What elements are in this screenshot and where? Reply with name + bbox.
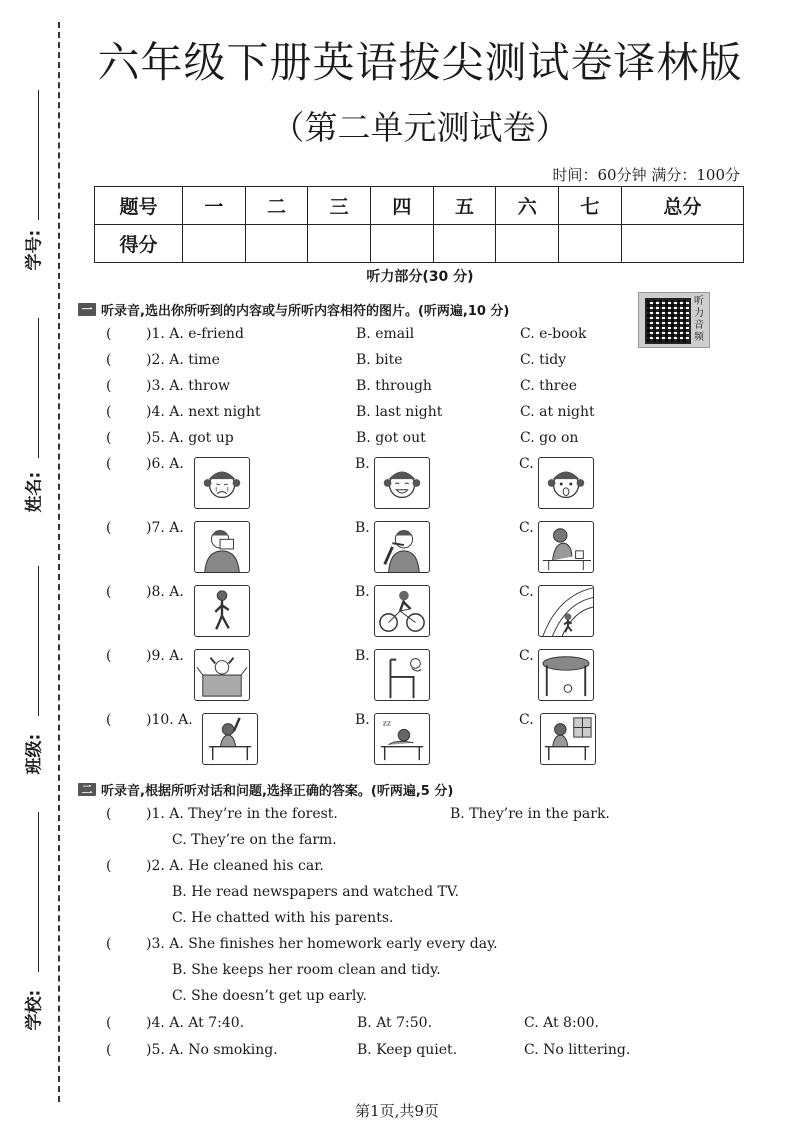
col-4: 四 bbox=[371, 187, 434, 225]
boy-raising-hand-icon[interactable] bbox=[202, 713, 258, 765]
answer-paren[interactable]: ( bbox=[106, 806, 112, 822]
s1-q5-c: C. go on bbox=[520, 430, 579, 446]
school-label: 学校: bbox=[24, 989, 45, 1031]
class-label: 班级: bbox=[24, 733, 45, 775]
col-3: 三 bbox=[308, 187, 371, 225]
s1-q7-a: )7. A. bbox=[146, 520, 184, 536]
section2-number: 二 bbox=[78, 783, 96, 796]
school-field[interactable] bbox=[12, 812, 52, 1032]
girl-smiling-icon[interactable] bbox=[374, 457, 430, 509]
boy-sleeping-desk-icon[interactable] bbox=[374, 713, 430, 765]
answer-paren[interactable]: ( bbox=[106, 712, 112, 728]
section2-header bbox=[78, 780, 453, 799]
qr-code-block[interactable] bbox=[638, 292, 710, 348]
s1-q1-c: C. e-book bbox=[520, 326, 587, 342]
exam-subtitle: （第二单元测试卷） bbox=[271, 108, 569, 147]
s1-q6-b: B. bbox=[355, 456, 370, 472]
s2-q4-b: B. At 7:50. bbox=[357, 1015, 433, 1031]
s1-q1-b: B. email bbox=[356, 326, 415, 342]
girl-drinking-icon[interactable] bbox=[538, 521, 594, 573]
section1-number: 一 bbox=[78, 303, 96, 316]
s1-q7-b: B. bbox=[355, 520, 370, 536]
s1-q9-b: B. bbox=[355, 648, 370, 664]
answer-paren[interactable]: ( bbox=[106, 648, 112, 664]
page-footer: 第1页,共9页 bbox=[355, 1102, 439, 1120]
qr-code-icon bbox=[645, 298, 691, 344]
s1-q8-b: B. bbox=[355, 584, 370, 600]
s1-q9-a: )9. A. bbox=[146, 648, 184, 664]
s2-q3-c: C. She doesn’t get up early. bbox=[172, 988, 367, 1004]
boy-walking-icon[interactable] bbox=[194, 585, 250, 637]
s2-q1-b: B. They’re in the park. bbox=[450, 806, 610, 822]
score-cell-7[interactable] bbox=[559, 225, 622, 263]
s1-q3-a: )3. A. throw bbox=[146, 378, 231, 394]
answer-paren[interactable]: ( bbox=[106, 936, 112, 952]
s1-q6-c: C. bbox=[519, 456, 534, 472]
time-score-info: 时间：60分钟 满分：100分 bbox=[552, 166, 740, 184]
s2-q2-b: B. He read newspapers and watched TV. bbox=[172, 884, 459, 900]
s1-q5-b: B. got out bbox=[356, 430, 426, 446]
score-table-score-row bbox=[95, 225, 744, 263]
s1-q3-b: B. through bbox=[356, 378, 432, 394]
question-number-label: 题号 bbox=[95, 187, 183, 225]
s1-q2-a: )2. A. time bbox=[146, 352, 220, 368]
s1-q10-c: C. bbox=[519, 712, 534, 728]
col-2: 二 bbox=[245, 187, 308, 225]
name-field[interactable] bbox=[12, 318, 52, 518]
section2-instruction: 听录音,根据所听对话和问题,选择正确的答案。(听两遍,5 分) bbox=[101, 784, 454, 799]
student-no-field[interactable] bbox=[12, 90, 52, 280]
svg-text:zz: zz bbox=[382, 718, 391, 728]
answer-paren[interactable]: ( bbox=[106, 1015, 112, 1031]
boy-cycling-icon[interactable] bbox=[374, 585, 430, 637]
man-washing-face-icon[interactable] bbox=[194, 521, 250, 573]
girl-surprised-icon[interactable] bbox=[538, 457, 594, 509]
s1-q6-a: )6. A. bbox=[146, 456, 184, 472]
col-6: 六 bbox=[496, 187, 559, 225]
section1-instruction: 听录音,选出你所听到的内容或与所听内容相符的图片。(听两遍,10 分) bbox=[101, 304, 510, 319]
col-total: 总分 bbox=[621, 187, 743, 225]
cat-on-chair-icon[interactable] bbox=[374, 649, 430, 701]
boy-running-track-icon[interactable] bbox=[538, 585, 594, 637]
answer-paren[interactable]: ( bbox=[106, 352, 112, 368]
score-table-header-row bbox=[95, 187, 744, 225]
score-cell-6[interactable] bbox=[496, 225, 559, 263]
answer-paren[interactable]: ( bbox=[106, 456, 112, 472]
name-label: 姓名: bbox=[24, 471, 45, 513]
girl-crying-icon[interactable] bbox=[194, 457, 250, 509]
s2-q4-c: C. At 8:00. bbox=[524, 1015, 599, 1031]
student-no-label: 学号: bbox=[24, 229, 45, 271]
s2-q1-a: )1. A. They’re in the forest. bbox=[146, 806, 338, 822]
listening-section-title: 听力部分(30 分) bbox=[366, 269, 474, 285]
answer-paren[interactable]: ( bbox=[106, 326, 112, 342]
s2-q3-b: B. She keeps her room clean and tidy. bbox=[172, 962, 441, 978]
s1-q2-c: C. tidy bbox=[520, 352, 567, 368]
col-1: 一 bbox=[183, 187, 246, 225]
s2-q3-a: )3. A. She finishes her homework early every day. bbox=[146, 936, 498, 952]
s1-q3-c: C. three bbox=[520, 378, 578, 394]
s1-q4-a: )4. A. next night bbox=[146, 404, 261, 420]
score-cell-4[interactable] bbox=[371, 225, 434, 263]
answer-paren[interactable]: ( bbox=[106, 584, 112, 600]
student-no-line bbox=[38, 90, 39, 220]
answer-paren[interactable]: ( bbox=[106, 430, 112, 446]
s1-q9-c: C. bbox=[519, 648, 534, 664]
s2-q5-b: B. Keep quiet. bbox=[357, 1042, 458, 1058]
answer-paren[interactable]: ( bbox=[106, 1042, 112, 1058]
binding-dashed-line bbox=[58, 22, 60, 1102]
dog-in-box-icon[interactable] bbox=[194, 649, 250, 701]
score-table bbox=[94, 186, 744, 263]
col-5: 五 bbox=[433, 187, 496, 225]
s2-q1-c: C. They’re on the farm. bbox=[172, 832, 337, 848]
s1-q8-a: )8. A. bbox=[146, 584, 184, 600]
score-cell-5[interactable] bbox=[433, 225, 496, 263]
s1-q4-c: C. at night bbox=[520, 404, 595, 420]
score-cell-1[interactable] bbox=[183, 225, 246, 263]
s2-q4-a: )4. A. At 7:40. bbox=[146, 1015, 245, 1031]
s1-q8-c: C. bbox=[519, 584, 534, 600]
col-7: 七 bbox=[559, 187, 622, 225]
s2-q2-a: )2. A. He cleaned his car. bbox=[146, 858, 324, 874]
s1-q7-c: C. bbox=[519, 520, 534, 536]
s2-q5-c: C. No littering. bbox=[524, 1042, 631, 1058]
exam-title: 六年级下册英语拔尖测试卷译林版 bbox=[97, 38, 743, 87]
score-cell-2[interactable] bbox=[245, 225, 308, 263]
score-cell-total[interactable] bbox=[621, 225, 743, 263]
s1-q5-a: )5. A. got up bbox=[146, 430, 234, 446]
qr-label: 听力音频 bbox=[694, 296, 704, 343]
class-field[interactable] bbox=[12, 566, 52, 776]
class-line bbox=[38, 566, 39, 716]
s2-q5-a: )5. A. No smoking. bbox=[146, 1042, 278, 1058]
s1-q1-a: )1. A. e-friend bbox=[146, 326, 244, 342]
answer-paren[interactable]: ( bbox=[106, 858, 112, 874]
s2-q2-c: C. He chatted with his parents. bbox=[172, 910, 394, 926]
boy-looking-window-icon[interactable] bbox=[540, 713, 596, 765]
cat-under-table-icon[interactable] bbox=[538, 649, 594, 701]
answer-paren[interactable]: ( bbox=[106, 520, 112, 536]
score-label: 得分 bbox=[95, 225, 183, 263]
s1-q10-b: B. bbox=[355, 712, 370, 728]
section1-header bbox=[78, 300, 509, 319]
s1-q10-a: )10. A. bbox=[146, 712, 193, 728]
answer-paren[interactable]: ( bbox=[106, 378, 112, 394]
answer-paren[interactable]: ( bbox=[106, 404, 112, 420]
school-line bbox=[38, 812, 39, 972]
name-line bbox=[38, 318, 39, 458]
s1-q2-b: B. bite bbox=[356, 352, 403, 368]
man-brushing-teeth-icon[interactable] bbox=[374, 521, 430, 573]
score-cell-3[interactable] bbox=[308, 225, 371, 263]
s1-q4-b: B. last night bbox=[356, 404, 443, 420]
